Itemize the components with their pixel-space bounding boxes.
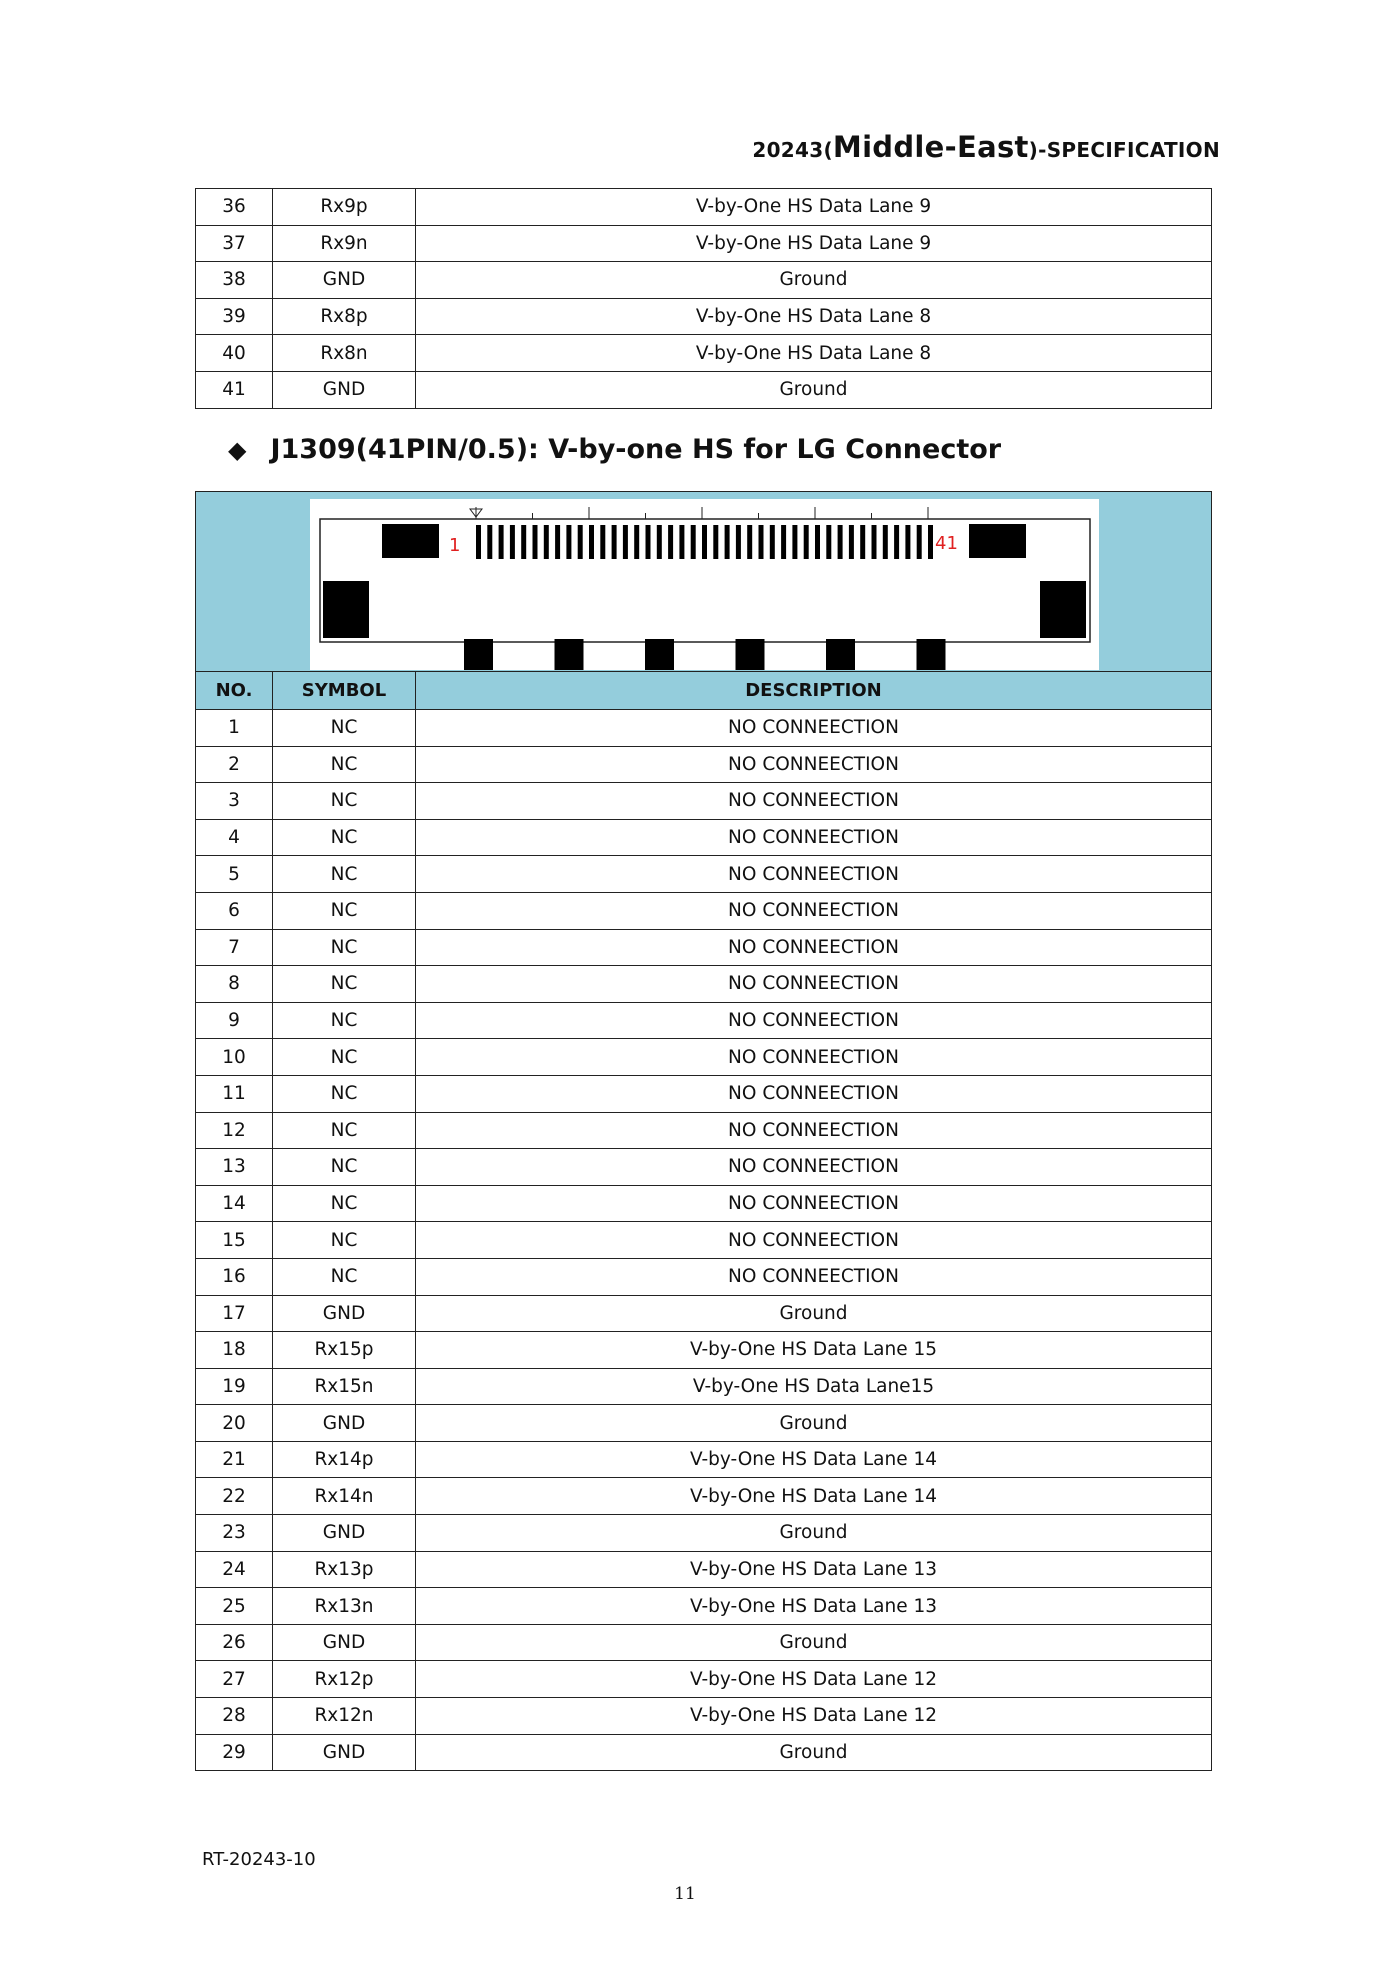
- pin-symbol: Rx13p: [273, 1551, 416, 1588]
- table-row: [196, 1222, 1212, 1259]
- pin-number: 12: [196, 1112, 273, 1149]
- table-row: [196, 1624, 1212, 1661]
- table-row: [196, 335, 1212, 372]
- pin-strip: [872, 525, 877, 559]
- pin-symbol: GND: [273, 1624, 416, 1661]
- pin-number: 28: [196, 1698, 273, 1735]
- pin-symbol: NC: [273, 892, 416, 929]
- pin-strip: [657, 525, 662, 559]
- pin-description: NO CONNEECTION: [416, 1185, 1212, 1222]
- pin-number: 36: [196, 189, 273, 226]
- pin-strip: [804, 525, 809, 559]
- latch-left: [382, 524, 439, 558]
- pin-symbol: Rx8n: [273, 335, 416, 372]
- mounting-foot: [736, 639, 765, 670]
- pin-strip: [713, 525, 718, 559]
- pin-strip: [487, 525, 492, 559]
- pin-number: 22: [196, 1478, 273, 1515]
- table-row: [196, 371, 1212, 408]
- pin-strip: [759, 525, 764, 559]
- pin-description: NO CONNEECTION: [416, 1075, 1212, 1112]
- pin-number: 19: [196, 1368, 273, 1405]
- pin-strip: [612, 525, 617, 559]
- pin-strip: [646, 525, 651, 559]
- pin-strip: [533, 525, 538, 559]
- pin-description: V-by-One HS Data Lane 12: [416, 1661, 1212, 1698]
- pin-symbol: GND: [273, 1405, 416, 1442]
- pin-strip: [815, 525, 820, 559]
- table-header-row: [196, 672, 1212, 710]
- pin-number: 11: [196, 1075, 273, 1112]
- mounting-foot: [917, 639, 946, 670]
- pin-symbol: NC: [273, 856, 416, 893]
- pin-description: NO CONNEECTION: [416, 929, 1212, 966]
- pin-description: NO CONNEECTION: [416, 1222, 1212, 1259]
- mounting-foot: [555, 639, 584, 670]
- pin-strips: [476, 525, 933, 559]
- header-prefix: 20243(: [752, 138, 833, 162]
- table-row: [196, 262, 1212, 299]
- mounting-foot: [826, 639, 855, 670]
- connector-drawing: [310, 499, 1099, 670]
- pin-symbol: NC: [273, 783, 416, 820]
- pin-symbol: GND: [273, 371, 416, 408]
- pin-first-label: 1: [449, 535, 461, 556]
- pin-description: NO CONNEECTION: [416, 819, 1212, 856]
- header-no: NO.: [196, 672, 273, 710]
- pin-number: 2: [196, 746, 273, 783]
- pin-symbol: Rx12p: [273, 1661, 416, 1698]
- pin-description: NO CONNEECTION: [416, 1039, 1212, 1076]
- pin-description: V-by-One HS Data Lane 13: [416, 1551, 1212, 1588]
- table-row: [196, 1258, 1212, 1295]
- pin-symbol: NC: [273, 1002, 416, 1039]
- table-row: [196, 746, 1212, 783]
- table-row: [196, 1295, 1212, 1332]
- pin-symbol: Rx8p: [273, 298, 416, 335]
- table-row: [196, 1515, 1212, 1552]
- pin-strip: [566, 525, 571, 559]
- pin-description: V-by-One HS Data Lane 15: [416, 1332, 1212, 1369]
- table-row: [196, 1734, 1212, 1771]
- pin-symbol: NC: [273, 929, 416, 966]
- mounting-foot: [464, 639, 493, 670]
- pin-description: NO CONNEECTION: [416, 1258, 1212, 1295]
- pin-number: 38: [196, 262, 273, 299]
- table-row: [196, 929, 1212, 966]
- pin-symbol: NC: [273, 1149, 416, 1186]
- pin-strip: [679, 525, 684, 559]
- diamond-icon: ◆: [228, 435, 247, 464]
- table-row: [196, 892, 1212, 929]
- pin-description: V-by-One HS Data Lane 8: [416, 335, 1212, 372]
- pin-number: 5: [196, 856, 273, 893]
- pin-symbol: NC: [273, 819, 416, 856]
- header-description: DESCRIPTION: [416, 672, 1212, 710]
- pin-description: NO CONNEECTION: [416, 746, 1212, 783]
- pin-strip: [521, 525, 526, 559]
- table-row: [196, 856, 1212, 893]
- pin-symbol: NC: [273, 1222, 416, 1259]
- pin-number: 8: [196, 966, 273, 1003]
- pin-number: 40: [196, 335, 273, 372]
- pin-description: NO CONNEECTION: [416, 856, 1212, 893]
- table-row: [196, 1661, 1212, 1698]
- connector-diagram: [310, 499, 1099, 670]
- pin-symbol: Rx9p: [273, 189, 416, 226]
- pin-strip: [578, 525, 583, 559]
- pin-number: 3: [196, 783, 273, 820]
- pin-description: NO CONNEECTION: [416, 1149, 1212, 1186]
- pin-symbol: GND: [273, 1295, 416, 1332]
- pin-description: NO CONNEECTION: [416, 710, 1212, 747]
- pin-number: 20: [196, 1405, 273, 1442]
- pin-last-label: 41: [935, 533, 958, 554]
- pin-strip: [770, 525, 775, 559]
- table-row: [196, 1478, 1212, 1515]
- pin-number: 37: [196, 225, 273, 262]
- pin-description: NO CONNEECTION: [416, 1112, 1212, 1149]
- table-row: [196, 1112, 1212, 1149]
- table-row: [196, 710, 1212, 747]
- pin-description: NO CONNEECTION: [416, 1002, 1212, 1039]
- table-row: [196, 1368, 1212, 1405]
- pin-symbol: NC: [273, 710, 416, 747]
- pin-symbol: NC: [273, 1075, 416, 1112]
- pin-symbol: NC: [273, 1039, 416, 1076]
- pin-strip: [555, 525, 560, 559]
- pin-table-j1309: [195, 491, 1212, 1771]
- pin-description: V-by-One HS Data Lane 9: [416, 189, 1212, 226]
- pin-strip: [928, 525, 933, 559]
- pin-strip: [691, 525, 696, 559]
- header-suffix: )-SPECIFICATION: [1028, 138, 1220, 162]
- mounting-feet: [464, 639, 946, 670]
- table-row: [196, 1002, 1212, 1039]
- pin-symbol: Rx9n: [273, 225, 416, 262]
- table-row: [196, 1149, 1212, 1186]
- table-row: [196, 189, 1212, 226]
- pin-description: V-by-One HS Data Lane 12: [416, 1698, 1212, 1735]
- pin-table-continued: [195, 188, 1212, 409]
- pin-strip: [510, 525, 515, 559]
- pin-symbol: GND: [273, 1734, 416, 1771]
- table-row: [196, 1551, 1212, 1588]
- pin-strip: [499, 525, 504, 559]
- pin-number: 18: [196, 1332, 273, 1369]
- pin-number: 10: [196, 1039, 273, 1076]
- pin-description: Ground: [416, 1405, 1212, 1442]
- pin-strip: [634, 525, 639, 559]
- pin-strip: [838, 525, 843, 559]
- pin-number: 29: [196, 1734, 273, 1771]
- pin-strip: [792, 525, 797, 559]
- table-row: [196, 783, 1212, 820]
- connector-diagram-cell: [196, 492, 1212, 672]
- pin-symbol: NC: [273, 746, 416, 783]
- pin-strip: [589, 525, 594, 559]
- pin-strip: [747, 525, 752, 559]
- table-row: [196, 1332, 1212, 1369]
- pin-description: Ground: [416, 1295, 1212, 1332]
- pin-symbol: NC: [273, 966, 416, 1003]
- pin-number: 25: [196, 1588, 273, 1625]
- table-row: [196, 819, 1212, 856]
- pin-symbol: NC: [273, 1258, 416, 1295]
- pin-number: 6: [196, 892, 273, 929]
- pin-symbol: GND: [273, 1515, 416, 1552]
- pin-description: NO CONNEECTION: [416, 783, 1212, 820]
- table-row: [196, 1039, 1212, 1076]
- table-row: [196, 1075, 1212, 1112]
- pin-number: 4: [196, 819, 273, 856]
- pin-strip: [544, 525, 549, 559]
- pin-strip: [736, 525, 741, 559]
- pin-strip: [917, 525, 922, 559]
- pin-symbol: NC: [273, 1112, 416, 1149]
- pin-number: 1: [196, 710, 273, 747]
- pin-strip: [826, 525, 831, 559]
- pin-number: 41: [196, 371, 273, 408]
- pin-symbol: Rx13n: [273, 1588, 416, 1625]
- pin-description: Ground: [416, 371, 1212, 408]
- pin-description: V-by-One HS Data Lane 13: [416, 1588, 1212, 1625]
- pin-description: Ground: [416, 1624, 1212, 1661]
- pin-number: 26: [196, 1624, 273, 1661]
- pin-ticks: [476, 507, 928, 519]
- pin-description: NO CONNEECTION: [416, 966, 1212, 1003]
- pin-number: 15: [196, 1222, 273, 1259]
- pin-number: 13: [196, 1149, 273, 1186]
- pin-strip: [725, 525, 730, 559]
- side-block-left: [323, 581, 369, 638]
- section-title-text: J1309(41PIN/0.5): V-by-one HS for LG Connector: [270, 434, 1002, 465]
- table-row: [196, 225, 1212, 262]
- table-row: [196, 966, 1212, 1003]
- table-row: [196, 1698, 1212, 1735]
- pin-number: 24: [196, 1551, 273, 1588]
- side-block-right: [1040, 581, 1086, 638]
- table-row: [196, 1405, 1212, 1442]
- pin-symbol: NC: [273, 1185, 416, 1222]
- pin-symbol: Rx15p: [273, 1332, 416, 1369]
- pin-strip: [623, 525, 628, 559]
- pin-number: 16: [196, 1258, 273, 1295]
- table-row: [196, 1441, 1212, 1478]
- mounting-foot: [645, 639, 674, 670]
- document-header: [752, 130, 1220, 164]
- pin-description: V-by-One HS Data Lane 14: [416, 1478, 1212, 1515]
- pin-strip: [860, 525, 865, 559]
- pin-description: Ground: [416, 1515, 1212, 1552]
- pin-strip: [781, 525, 786, 559]
- latch-right: [969, 524, 1026, 558]
- pin-symbol: GND: [273, 262, 416, 299]
- pin-number: 39: [196, 298, 273, 335]
- pin-number: 17: [196, 1295, 273, 1332]
- pin-description: V-by-One HS Data Lane 8: [416, 298, 1212, 335]
- pin-description: V-by-One HS Data Lane15: [416, 1368, 1212, 1405]
- pin-number: 7: [196, 929, 273, 966]
- pin-symbol: Rx12n: [273, 1698, 416, 1735]
- table-row: [196, 1185, 1212, 1222]
- pin-number: 14: [196, 1185, 273, 1222]
- pin-description: V-by-One HS Data Lane 14: [416, 1441, 1212, 1478]
- pin-description: NO CONNEECTION: [416, 892, 1212, 929]
- pin-strip: [849, 525, 854, 559]
- pin-strip: [476, 525, 481, 559]
- document-code: RT-20243-10: [202, 1849, 316, 1870]
- pin-strip: [702, 525, 707, 559]
- pin-number: 27: [196, 1661, 273, 1698]
- pin-number: 9: [196, 1002, 273, 1039]
- pin-symbol: Rx14n: [273, 1478, 416, 1515]
- pin-number: 23: [196, 1515, 273, 1552]
- pin-strip: [668, 525, 673, 559]
- table-row: [196, 298, 1212, 335]
- pin-strip: [600, 525, 605, 559]
- pin-description: Ground: [416, 1734, 1212, 1771]
- page-number: 11: [674, 1884, 696, 1904]
- section-title: [228, 434, 1001, 465]
- pin-description: Ground: [416, 262, 1212, 299]
- header-region: Middle-East: [832, 130, 1029, 164]
- pin-number: 21: [196, 1441, 273, 1478]
- pin-symbol: Rx14p: [273, 1441, 416, 1478]
- pin-strip: [905, 525, 910, 559]
- pin-description: V-by-One HS Data Lane 9: [416, 225, 1212, 262]
- table-row: [196, 1588, 1212, 1625]
- pin-strip: [894, 525, 899, 559]
- header-symbol: SYMBOL: [273, 672, 416, 710]
- pin-symbol: Rx15n: [273, 1368, 416, 1405]
- pin-strip: [883, 525, 888, 559]
